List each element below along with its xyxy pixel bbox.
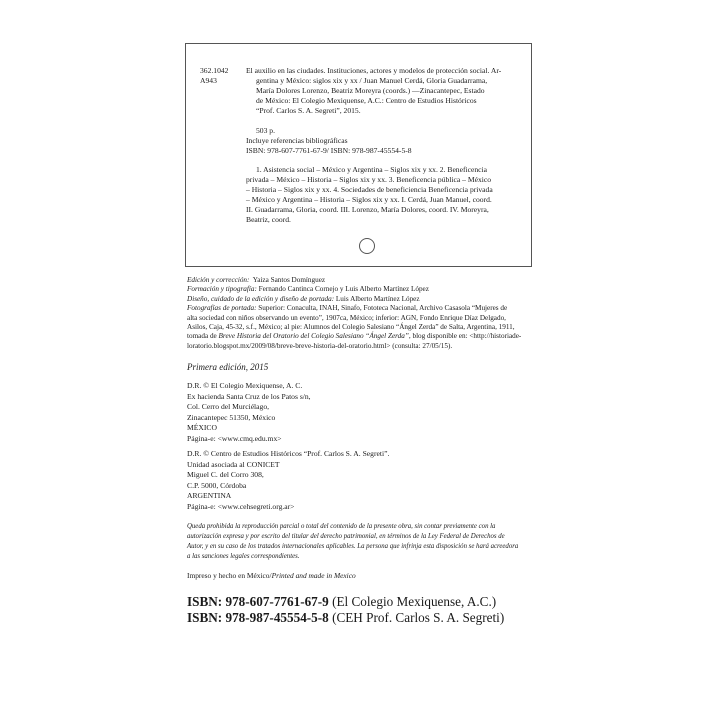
- credit-value: Superior: Conaculta, INAH, Sinafo, Fototeca Nacional, Archivo Casasola “Mujeres de: [258, 304, 508, 313]
- title-entry-line: “Prof. Carlos S. A. Segreti”, 2015.: [256, 106, 361, 115]
- subject-line: 1. Asistencia social – México y Argentina – Siglos xix y xx. 2. Beneficencia: [256, 165, 488, 174]
- legal-line: Autor, y en su caso de los tratados internacionales aplicables. La persona que infrinja esta disposición se hará acreedora: [187, 543, 519, 550]
- subject-line: II. Guadarrama, Gloria, coord. III. Lorenzo, María Dolores, coord. IV. Moreyra,: [246, 205, 489, 214]
- isbn-number: ISBN: 978-607-7761-67-9: [187, 594, 329, 609]
- credit-label: Fotografías de portada:: [187, 304, 257, 313]
- subject-line: Beatriz, coord.: [246, 215, 291, 224]
- copublisher-address: [187, 449, 487, 513]
- references-note: Incluye referencias bibliográficas: [246, 136, 348, 145]
- credit-line: [187, 332, 547, 341]
- catalog-card: [185, 43, 532, 267]
- catalog-entry: [246, 66, 526, 225]
- legal-line: autorización expresa y por escrito del titular del derecho patrimonial, en términos de la Ley Federal de Derechos de: [187, 533, 505, 540]
- legal-line: Queda prohibida la reproducción parcial o total del contenido de la presente obra, sin contar previamente con la: [187, 523, 496, 530]
- address-line: Zinacantepec 51350, México: [187, 412, 276, 422]
- legal-notice: [187, 522, 547, 562]
- printed-text: Impreso y hecho en México/: [187, 571, 272, 580]
- legal-line: a las sanciones legales correspondientes.: [187, 553, 300, 560]
- isbn-line-1: [187, 594, 547, 610]
- call-number-class: 362.1042: [200, 66, 229, 75]
- title-entry-line: gentina y México: siglos xix y xx / Juan Manuel Cerdá, Gloria Guadarrama,: [256, 76, 488, 85]
- address-line: C.P. 5000, Córdoba: [187, 480, 247, 490]
- credit-line: Asilos, Caja, 45-32, s.f., México; al pie: Alumnos del Colegio Salesiano “Ángel Zerda” de Salta, Argentina, 1911,: [187, 323, 515, 332]
- address-line: ARGENTINA: [187, 491, 232, 501]
- isbn-publisher: (El Colegio Mexiquense, A.C.): [328, 594, 497, 609]
- credit-label: Diseño, cuidado de la edición y diseño de portada:: [187, 294, 335, 303]
- address-line: Miguel C. del Corro 308,: [187, 470, 264, 480]
- credit-label: Formación y tipografía:: [187, 285, 257, 294]
- address-line: Unidad asociada al CONICET: [187, 459, 280, 469]
- isbn-number: ISBN: 978-987-45554-5-8: [187, 610, 329, 625]
- subject-line: – México y Argentina – Historia – Siglos xix y xx. I. Cerdá, Juan Manuel, coord.: [246, 195, 492, 204]
- title-entry-line: María Dolores Lorenzo, Beatriz Moreyra (coords.) —Zinacantepec, Estado: [256, 86, 485, 95]
- subject-line: privada – México – Historia – Siglos xix y xx. 3. Beneficencia pública – México: [246, 175, 492, 184]
- printed-text-italic: Printed and made in Mexico: [271, 571, 356, 580]
- credit-title: Breve Historia del Oratorio del Colegio Salesiano “Ángel Zerda”: [218, 332, 409, 341]
- credit-diseno: [187, 295, 547, 304]
- credits-block: [187, 276, 547, 351]
- address-line: Página-e: <www.cehsegreti.org.ar>: [187, 501, 295, 511]
- credit-value: Luis Alberto Martínez López: [335, 294, 420, 303]
- title-entry-line: de México: El Colegio Mexiquense, A.C.: Centro de Estudios Históricos: [256, 96, 477, 105]
- credit-line: alta sociedad con niños observando un evento”, 1907ca, México; inferior: AGN, Fondo Enrique Díaz Delgado,: [187, 313, 506, 322]
- isbn-note: ISBN: 978-607-7761-67-9/ ISBN: 978-987-45554-5-8: [246, 146, 412, 155]
- call-number-cutter: A943: [200, 76, 217, 85]
- address-line: Página-e: <www.cmq.edu.mx>: [187, 433, 282, 443]
- address-line: MÉXICO: [187, 423, 217, 433]
- credit-value: Yaiza Santos Domínguez: [252, 276, 326, 284]
- credit-line: loratorio.blogspot.mx/2009/08/breve-breve-historia-del-oratorio.html> (consulta: 27/05/15).: [187, 341, 453, 350]
- isbn-publisher: (CEH Prof. Carlos S. A. Segreti): [328, 610, 505, 625]
- call-number: [200, 66, 250, 86]
- title-entry-line: El auxilio en las ciudades. Instituciones, actores y modelos de protección social. Ar-: [246, 66, 502, 75]
- subject-line: – Historia – Siglos xix y xx. 4. Sociedades de beneficiencia Beneficencia privada: [246, 185, 493, 194]
- credit-formacion: [187, 285, 547, 294]
- credit-value: Fernando Cantinca Cornejo y Luis Alberto Martínez López: [258, 285, 429, 294]
- edition-statement: Primera edición, 2015: [187, 362, 269, 372]
- credit-text: , blog disponible en: <http://historiade-: [408, 332, 522, 341]
- credit-text: tomada de: [187, 332, 219, 341]
- credit-fotografias: [187, 304, 547, 313]
- publisher-address: [187, 381, 487, 445]
- isbn-line-2: [187, 610, 547, 626]
- printed-in-statement: [187, 571, 356, 580]
- address-line: Ex hacienda Santa Cruz de los Patos s/n,: [187, 391, 311, 401]
- address-line: D.R. © El Colegio Mexiquense, A. C.: [187, 381, 303, 390]
- credit-label: Edición y corrección:: [187, 276, 250, 284]
- circle-mark-icon: [359, 238, 375, 254]
- pages-count: 503 p.: [256, 126, 275, 135]
- credit-edicion: [187, 276, 547, 285]
- address-line: Col. Cerro del Murciélago,: [187, 402, 270, 412]
- address-line: D.R. © Centro de Estudios Históricos “Prof. Carlos S. A. Segreti”.: [187, 449, 390, 458]
